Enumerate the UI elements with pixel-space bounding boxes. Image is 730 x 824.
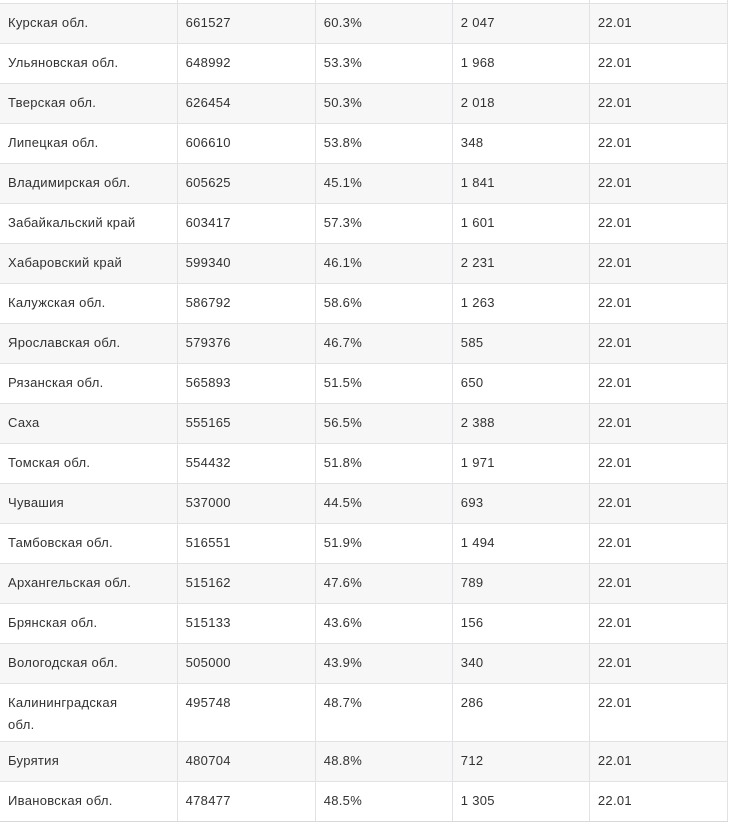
total-cell [177, 43, 315, 83]
percent-cell [315, 363, 452, 403]
region-name: Чувашия [8, 495, 64, 510]
region-name: Рязанская обл. [8, 375, 104, 390]
region-cell [0, 563, 177, 603]
region-cell [0, 683, 177, 741]
total-cell [177, 163, 315, 203]
region-cell [0, 781, 177, 821]
daily-cell [452, 3, 589, 43]
region-cell [0, 403, 177, 443]
date-value: 22.01 [597, 15, 632, 30]
total-value: 505000 [185, 655, 231, 670]
total-value: 478477 [185, 793, 231, 808]
daily-cell [452, 203, 589, 243]
date-cell [589, 741, 727, 781]
percent-cell [315, 563, 452, 603]
total-value: 555165 [185, 415, 231, 430]
total-value: 605625 [185, 175, 231, 190]
percent-cell [315, 523, 452, 563]
date-cell [589, 363, 727, 403]
percent-cell [315, 283, 452, 323]
daily-value: 286 [460, 694, 484, 710]
date-value: 22.01 [597, 255, 632, 270]
daily-value: 650 [460, 375, 484, 390]
region-cell [0, 643, 177, 683]
total-cell [177, 443, 315, 483]
region-cell [0, 741, 177, 781]
region-name: Ульяновская обл. [8, 55, 119, 70]
percent-value: 51.9% [323, 535, 363, 550]
percent-value: 47.6% [323, 575, 363, 590]
total-cell [177, 3, 315, 43]
daily-value: 789 [460, 575, 484, 590]
region-name: Калининградская обл. [8, 694, 118, 732]
region-cell [0, 3, 177, 43]
region-cell [0, 443, 177, 483]
total-cell [177, 603, 315, 643]
daily-cell [452, 323, 589, 363]
date-cell [589, 683, 727, 741]
date-cell [589, 283, 727, 323]
table-row [0, 243, 728, 283]
date-value: 22.01 [597, 215, 632, 230]
date-cell [589, 83, 727, 123]
region-name: Забайкальский край [8, 215, 136, 230]
date-value: 22.01 [597, 655, 632, 670]
date-cell [589, 443, 727, 483]
region-cell [0, 83, 177, 123]
daily-cell [452, 163, 589, 203]
total-cell [177, 323, 315, 363]
table-row [0, 523, 728, 563]
daily-cell [452, 683, 589, 741]
daily-cell [452, 363, 589, 403]
daily-cell [452, 603, 589, 643]
region-name: Архангельская обл. [8, 575, 132, 590]
total-value: 648992 [185, 55, 231, 70]
date-value: 22.01 [597, 295, 632, 310]
total-value: 603417 [185, 215, 231, 230]
date-cell [589, 323, 727, 363]
date-value: 22.01 [597, 694, 632, 710]
percent-value: 53.8% [323, 135, 363, 150]
percent-cell [315, 163, 452, 203]
percent-value: 48.8% [323, 753, 363, 768]
total-value: 495748 [185, 694, 231, 710]
table-row [0, 603, 728, 643]
daily-value: 1 494 [460, 535, 495, 550]
daily-value: 1 971 [460, 455, 495, 470]
daily-value: 2 231 [460, 255, 495, 270]
percent-value: 57.3% [323, 215, 363, 230]
percent-cell [315, 323, 452, 363]
daily-cell [452, 403, 589, 443]
region-name: Томская обл. [8, 455, 91, 470]
total-value: 515162 [185, 575, 231, 590]
daily-value: 693 [460, 495, 484, 510]
total-value: 516551 [185, 535, 231, 550]
total-value: 586792 [185, 295, 231, 310]
date-value: 22.01 [597, 495, 632, 510]
date-value: 22.01 [597, 55, 632, 70]
date-value: 22.01 [597, 575, 632, 590]
percent-value: 50.3% [323, 95, 363, 110]
percent-value: 51.8% [323, 455, 363, 470]
percent-value: 58.6% [323, 295, 363, 310]
total-value: 606610 [185, 135, 231, 150]
daily-cell [452, 523, 589, 563]
date-cell [589, 403, 727, 443]
percent-value: 48.7% [323, 694, 363, 710]
table-row [0, 83, 728, 123]
total-cell [177, 741, 315, 781]
daily-cell [452, 483, 589, 523]
percent-cell [315, 781, 452, 821]
region-cell [0, 523, 177, 563]
date-cell [589, 563, 727, 603]
percent-value: 46.7% [323, 335, 363, 350]
percent-value: 43.6% [323, 615, 363, 630]
daily-cell [452, 283, 589, 323]
region-name: Тамбовская обл. [8, 535, 113, 550]
date-cell [589, 203, 727, 243]
percent-cell [315, 483, 452, 523]
total-value: 661527 [185, 15, 231, 30]
date-value: 22.01 [597, 455, 632, 470]
total-cell [177, 83, 315, 123]
percent-cell [315, 603, 452, 643]
region-name: Хабаровский край [8, 255, 123, 270]
table-row [0, 403, 728, 443]
percent-value: 44.5% [323, 495, 363, 510]
total-cell [177, 781, 315, 821]
region-name: Брянская обл. [8, 615, 98, 630]
daily-value: 585 [460, 335, 484, 350]
percent-cell [315, 683, 452, 741]
region-name: Ивановская обл. [8, 793, 113, 808]
daily-value: 340 [460, 655, 484, 670]
region-name: Саха [8, 415, 40, 430]
date-value: 22.01 [597, 375, 632, 390]
percent-cell [315, 243, 452, 283]
date-cell [589, 643, 727, 683]
date-cell [589, 243, 727, 283]
date-cell [589, 603, 727, 643]
daily-cell [452, 43, 589, 83]
daily-value: 156 [460, 615, 484, 630]
table-row [0, 563, 728, 603]
percent-cell [315, 741, 452, 781]
daily-value: 2 047 [460, 15, 495, 30]
daily-cell [452, 243, 589, 283]
daily-value: 348 [460, 135, 484, 150]
percent-value: 60.3% [323, 15, 363, 30]
percent-cell [315, 443, 452, 483]
region-cell [0, 123, 177, 163]
date-value: 22.01 [597, 95, 632, 110]
daily-value: 1 305 [460, 793, 495, 808]
total-value: 626454 [185, 95, 231, 110]
date-cell [589, 3, 727, 43]
total-cell [177, 563, 315, 603]
region-name: Липецкая обл. [8, 135, 99, 150]
total-cell [177, 283, 315, 323]
percent-value: 45.1% [323, 175, 363, 190]
date-value: 22.01 [597, 175, 632, 190]
date-cell [589, 781, 727, 821]
table-row [0, 363, 728, 403]
daily-value: 2 388 [460, 415, 495, 430]
table-row [0, 781, 728, 821]
total-cell [177, 403, 315, 443]
daily-cell [452, 741, 589, 781]
region-cell [0, 203, 177, 243]
daily-value: 1 841 [460, 175, 495, 190]
table-row [0, 483, 728, 523]
table-row [0, 43, 728, 83]
region-cell [0, 43, 177, 83]
daily-cell [452, 443, 589, 483]
daily-cell [452, 643, 589, 683]
region-name: Владимирская обл. [8, 175, 131, 190]
percent-cell [315, 83, 452, 123]
region-name: Ярославская обл. [8, 335, 121, 350]
table-row [0, 643, 728, 683]
percent-cell [315, 403, 452, 443]
region-cell [0, 363, 177, 403]
percent-cell [315, 203, 452, 243]
date-cell [589, 523, 727, 563]
daily-value: 1 601 [460, 215, 495, 230]
table-row [0, 683, 728, 741]
date-value: 22.01 [597, 615, 632, 630]
table-row [0, 123, 728, 163]
date-value: 22.01 [597, 753, 632, 768]
region-cell [0, 283, 177, 323]
date-cell [589, 163, 727, 203]
total-value: 579376 [185, 335, 231, 350]
total-value: 599340 [185, 255, 231, 270]
date-value: 22.01 [597, 335, 632, 350]
total-value: 565893 [185, 375, 231, 390]
percent-cell [315, 43, 452, 83]
date-value: 22.01 [597, 415, 632, 430]
table-row [0, 443, 728, 483]
table-row [0, 741, 728, 781]
total-cell [177, 123, 315, 163]
percent-value: 48.5% [323, 793, 363, 808]
daily-cell [452, 563, 589, 603]
percent-value: 43.9% [323, 655, 363, 670]
percent-cell [315, 3, 452, 43]
percent-cell [315, 123, 452, 163]
date-cell [589, 123, 727, 163]
region-cell [0, 483, 177, 523]
total-cell [177, 683, 315, 741]
daily-value: 1 968 [460, 55, 495, 70]
percent-value: 56.5% [323, 415, 363, 430]
region-cell [0, 243, 177, 283]
total-value: 515133 [185, 615, 231, 630]
total-value: 537000 [185, 495, 231, 510]
daily-cell [452, 83, 589, 123]
region-name: Курская обл. [8, 15, 89, 30]
table-row [0, 203, 728, 243]
total-cell [177, 363, 315, 403]
total-cell [177, 643, 315, 683]
total-value: 554432 [185, 455, 231, 470]
total-value: 480704 [185, 753, 231, 768]
region-cell [0, 163, 177, 203]
region-cell [0, 603, 177, 643]
table-row [0, 163, 728, 203]
region-name: Калужская обл. [8, 295, 106, 310]
daily-value: 2 018 [460, 95, 495, 110]
total-cell [177, 483, 315, 523]
total-cell [177, 523, 315, 563]
table-row [0, 323, 728, 363]
daily-cell [452, 123, 589, 163]
region-name: Бурятия [8, 753, 60, 768]
percent-value: 53.3% [323, 55, 363, 70]
region-name: Вологодская обл. [8, 655, 119, 670]
percent-cell [315, 643, 452, 683]
daily-value: 1 263 [460, 295, 495, 310]
date-value: 22.01 [597, 135, 632, 150]
daily-value: 712 [460, 753, 484, 768]
date-cell [589, 483, 727, 523]
date-value: 22.01 [597, 793, 632, 808]
total-cell [177, 243, 315, 283]
region-name: Тверская обл. [8, 95, 97, 110]
total-cell [177, 203, 315, 243]
region-cell [0, 323, 177, 363]
table-row [0, 3, 728, 43]
percent-value: 51.5% [323, 375, 363, 390]
percent-value: 46.1% [323, 255, 363, 270]
date-value: 22.01 [597, 535, 632, 550]
table-row [0, 283, 728, 323]
daily-cell [452, 781, 589, 821]
date-cell [589, 43, 727, 83]
